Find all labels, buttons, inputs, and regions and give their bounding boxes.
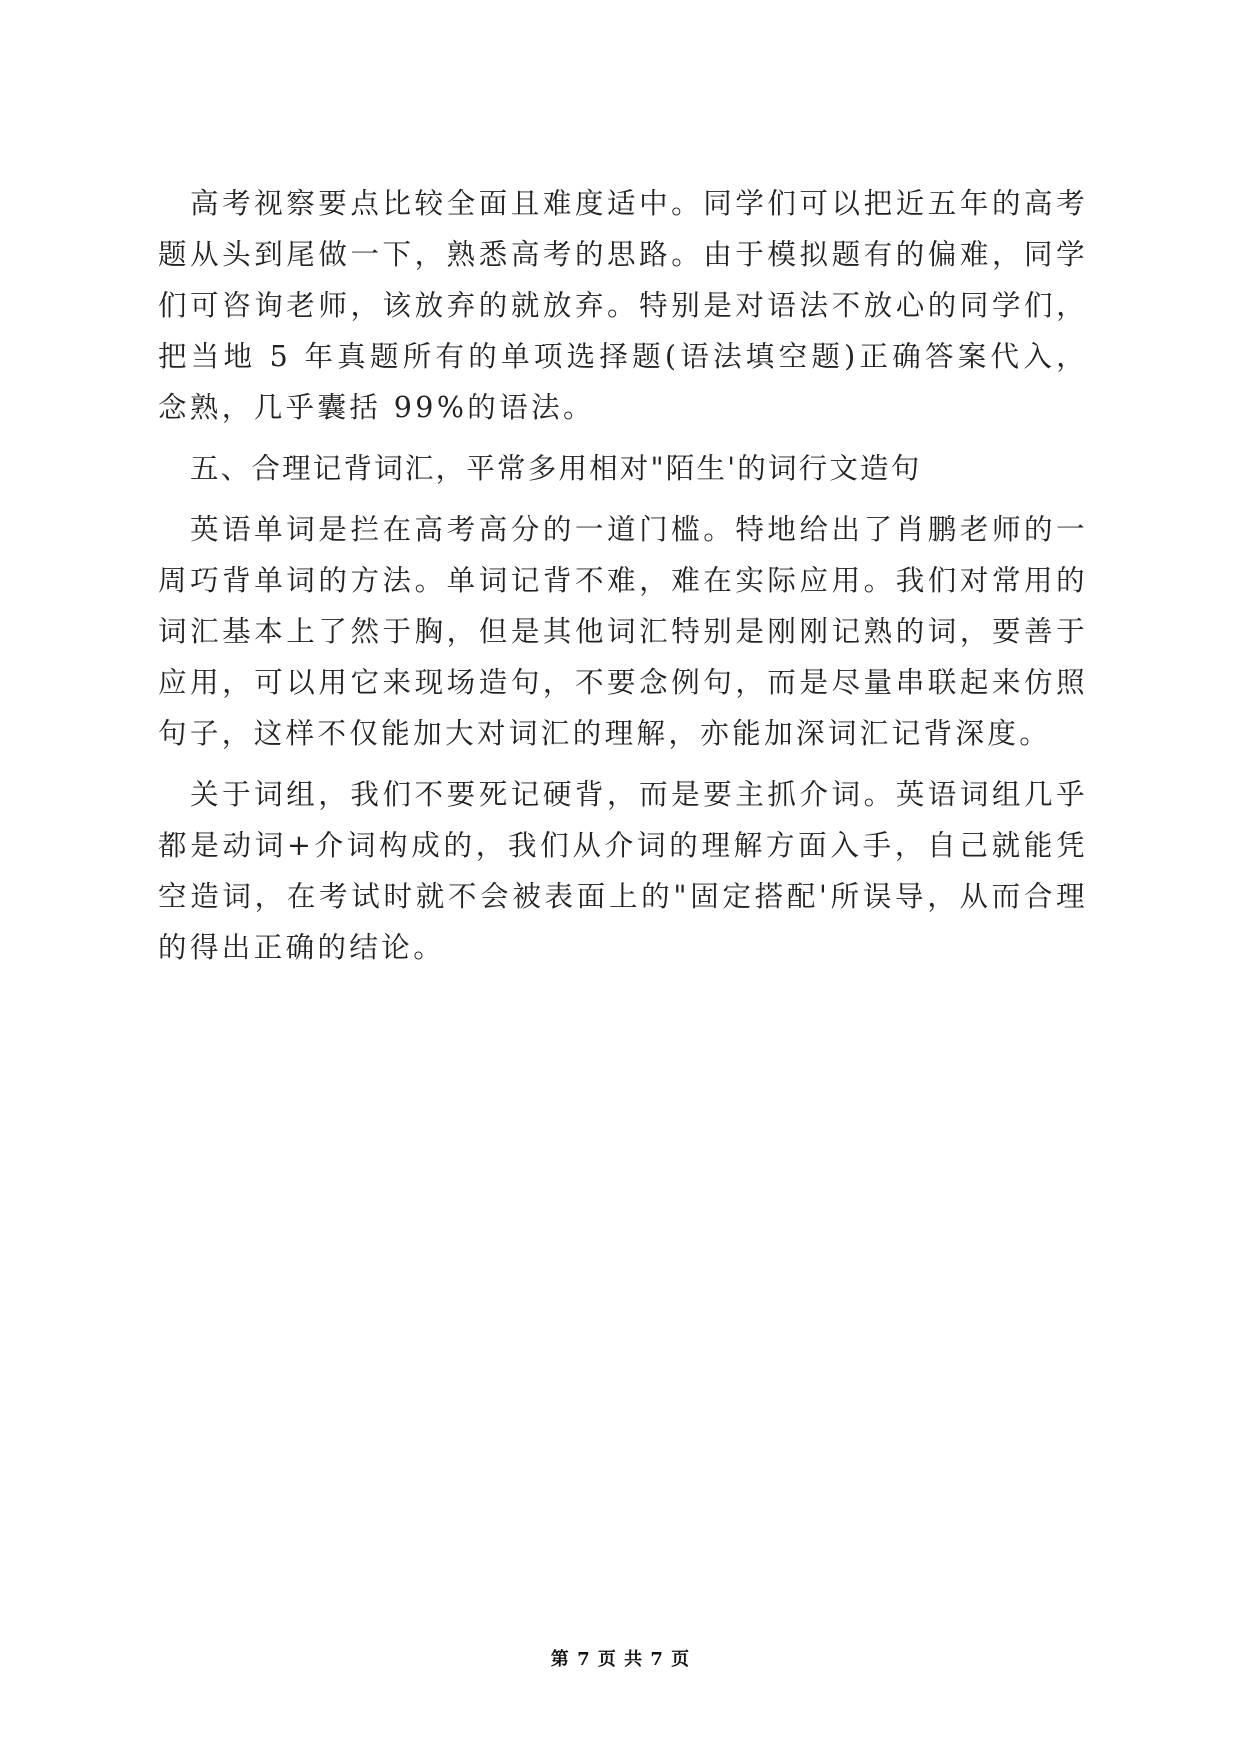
document-body	[158, 178, 1088, 973]
page-number: 第 7 页 共 7 页	[550, 1649, 691, 1670]
paragraph-exam-review: 高考视察要点比较全面且难度适中。同学们可以把近五年的高考题从头到尾做一下，熟悉高考的思路。由于模拟题有的偏难，同学们可咨询老师，该放弃的就放弃。特别是对语法不放心的同学们，把当地 5 年真题所有的单项选择题(语法填空题)正确答案代入，念熟，几乎囊括 99%的语法。	[158, 187, 1088, 424]
paragraph-phrases: 关于词组，我们不要死记硬背，而是要主抓介词。英语词组几乎都是动词+介词构成的，我们从介词的理解方面入手，自己就能凭空造词，在考试时就不会被表面上的"固定搭配'所误导，从而合理的得出正确的结论。	[158, 778, 1088, 964]
paragraph-vocabulary: 英语单词是拦在高考高分的一道门槛。特地给出了肖鹏老师的一周巧背单词的方法。单词记背不难，难在实际应用。我们对常用的词汇基本上了然于胸，但是其他词汇特别是刚刚记熟的词，要善于应用，可以用它来现场造句，不要念例句，而是尽量串联起来仿照句子，这样不仅能加大对词汇的理解，亦能加深词汇记背深度。	[158, 513, 1088, 750]
section-heading-vocabulary: 五、合理记背词汇，平常多用相对"陌生'的词行文造句	[190, 452, 922, 485]
